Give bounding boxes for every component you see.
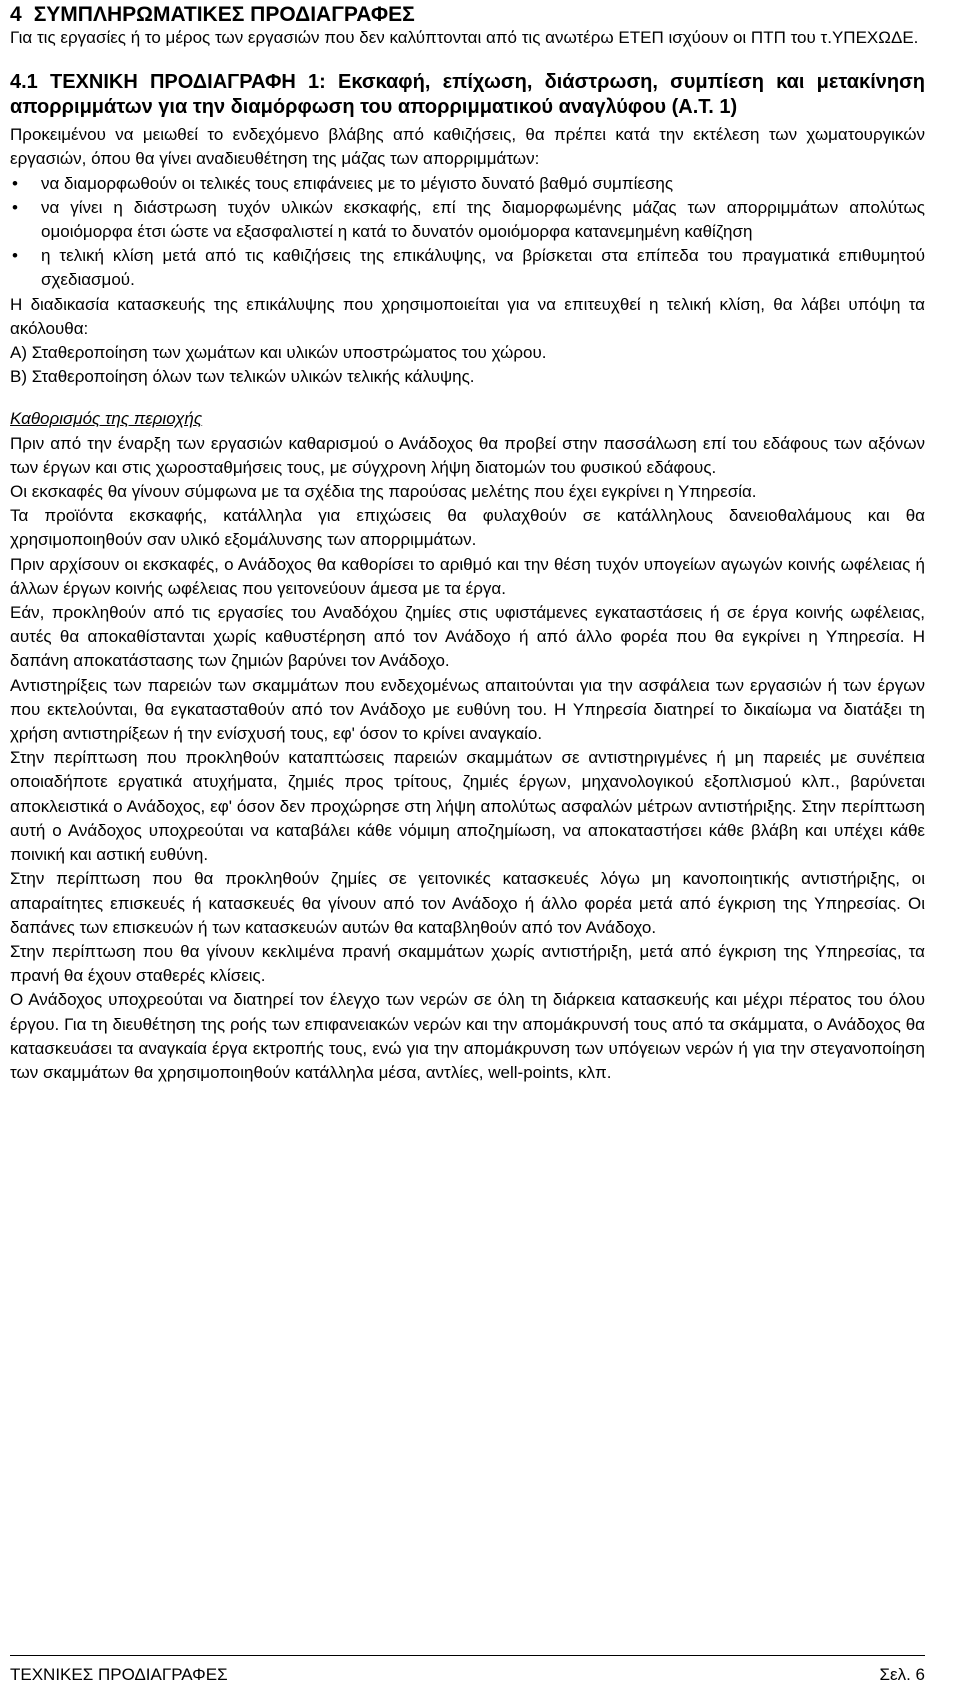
section-number: 4 bbox=[10, 3, 22, 26]
document-page bbox=[10, 0, 925, 1085]
section-intro: Για τις εργασίες ή το μέρος των εργασιών που δεν καλύπτονται από τις ανωτέρω ΕΤΕΠ ισχύουν οι ΠΤΠ του τ.ΥΠΕΧΩΔΕ. bbox=[10, 28, 919, 47]
paragraph: Τα προϊόντα εκσκαφής, κατάλληλα για επιχώσεις θα φυλαχθούν σε κατάλληλους δανειοθαλάμους και θα χρησιμοποιηθούν σαν υλικό εξομάλυνσης των απορριμμάτων. bbox=[10, 506, 925, 550]
section-heading bbox=[10, 0, 925, 26]
footer-title: ΤΕΧΝΙΚΕΣ ΠΡΟΔΙΑΓΡΑΦΕΣ bbox=[10, 1665, 228, 1684]
paragraph: Πριν αρχίσουν οι εκσκαφές, ο Ανάδοχος θα καθορίσει το αριθμό και την θέση τυχόν υπογείων αγωγών κοινής ωφέλειας ή άλλων έργων κοινής ωφέλειας που γειτονεύουν άμεσα με τα έργα. bbox=[10, 554, 925, 598]
bullet-list bbox=[10, 172, 925, 293]
page-number: Σελ. 6 bbox=[879, 1665, 925, 1684]
paragraph: Οι εκσκαφές θα γίνουν σύμφωνα με τα σχέδια της παρούσας μελέτης που έχει εγκρίνει η Υπηρεσία. bbox=[10, 482, 757, 502]
paragraph: Πριν από την έναρξη των εργασιών καθαρισμού ο Ανάδοχος θα προβεί στην πασσάλωση επί του εδάφους των αξόνων των έργων και στις χωροσταθμήσεις τους, με σύγχρονη λήψη διατομών του φυσικού εδάφους. bbox=[10, 433, 925, 477]
paragraph: Στην περίπτωση που θα προκληθούν ζημίες σε γειτονικές κατασκευές λόγω μη κανοποιητικής αντιστήριξης, οι απαραίτητες επισκευές ή κατασκευές θα γίνουν από τον Ανάδοχο ή άλλο φορέα μετά από έγκριση της Υπηρεσίας. Οι δαπάνες των επισκευών ή των κατασκευών αυτών θα καταβληθούν από τον Ανάδοχο. bbox=[10, 869, 925, 937]
subsection-title: 4.1 ΤΕΧΝΙΚΗ ΠΡΟΔΙΑΓΡΑΦΗ 1: Εκσκαφή, επίχωση, διάστρωση, συμπίεση και μετακίνηση απορριμμάτων για την διαμόρφωση του απορριμματικού αναγλύφου (Α.Τ. 1) bbox=[10, 71, 925, 119]
page-footer bbox=[10, 1655, 925, 1685]
section-title: ΣΥΜΠΛΗΡΩΜΑΤΙΚΕΣ ΠΡΟΔΙΑΓΡΑΦΕΣ bbox=[33, 3, 415, 26]
paragraph: Ο Ανάδοχος υποχρεούται να διατηρεί τον έλεγχο των νερών σε όλη τη διάρκεια κατασκευής και μέχρι πέρατος του όλου έργου. Για τη διευθέτηση της ροής των επιφανειακών νερών και την απομάκρυνσή τους από τα σκάμματα, ο Ανάδοχος θα κατασκευάσει τα αναγκαία έργα εκτροπής τους, ενώ για την απομάκρυνση των υπόγειων νερών ή για την στεγανοποίηση των σκαμμάτων θα χρησιμοποιηθούν κατάλληλα μέσα, αντλίες, well-points, κλπ. bbox=[10, 990, 925, 1082]
paragraph: Β) Σταθεροποίηση όλων των τελικών υλικών τελικής κάλυψης. bbox=[10, 367, 475, 387]
paragraph: Αντιστηρίξεις των παρειών των σκαμμάτων που ενδεχομένως απαιτούνται για την ασφάλεια των εργασιών ή των έργων που εκτελούνται, θα εγκατασταθούν από τον Ανάδοχο με ευθύνη του. Η Υπηρεσία διατηρεί το δικαίωμα να διατάξει τη χρήση αντιστηρίξεων ή την ενίσχυσή τους, εφ' όσον το κρίνει αναγκαίο. bbox=[10, 675, 925, 744]
paragraph: Η διαδικασία κατασκευής της επικάλυψης που χρησιμοποιείται για να επιτευχθεί η τελική κλίση, θα λάβει υπόψη τα ακόλουθα: bbox=[10, 294, 925, 338]
bullet-item: • να διαμορφωθούν οι τελικές τους επιφάνειες με το μέγιστο δυνατό βαθμό συμπίεσης bbox=[10, 172, 925, 196]
paragraph: Στην περίπτωση που θα γίνουν κεκλιμένα πρανή σκαμμάτων χωρίς αντιστήριξη, μετά από έγκριση της Υπηρεσίας, τα πρανή θα έχουν σταθερές κλίσεις. bbox=[10, 941, 925, 986]
bullet-item: • να γίνει η διάστρωση τυχόν υλικών εκσκαφής, επί της διαμορφωμένης μάζας των απορριμμάτων απολύτως ομοιόμορφα έτσι ώστε να εξασφαλιστεί η κατά το δυνατόν ομοιόμορφα κατανεμημένη καθίζηση bbox=[10, 196, 925, 244]
bullet-item: • η τελική κλίση μετά από τις καθιζήσεις της επικάλυψης, να βρίσκεται στα επίπεδα του πραγματικά επιθυμητού σχεδιασμού. bbox=[10, 244, 925, 292]
paragraph: Στην περίπτωση που προκληθούν καταπτώσεις παρειών σκαμμάτων σε αντιστηριγμένες ή μη παρειές με συνέπεια οποιαδήποτε εργατικά ατυχήματα, ζημιές προς τρίτους, ζημιές έργων, μηχανολογικού εξοπλισμού κλπ., βαρύνεται αποκλειστικά ο Ανάδοχος, εφ' όσον δεν προχώρησε στη λήψη απολύτως ασφαλών μέτρων αντιστήριξης. Στην περίπτωση αυτή ο Ανάδοχος υποχρεούται να καταβάλει κάθε νόμιμη αποζημίωση, να αποκαταστήσει κάθε βλάβη και υπέχει κάθε ποινική και αστική ευθύνη. bbox=[10, 748, 925, 865]
subsection-lead: Προκειμένου να μειωθεί το ενδεχόμενο βλάβης από καθιζήσεις, θα πρέπει κατά την εκτέλεση των χωματουργικών εργασιών, όπου θα γίνει αναδιευθέτηση της μάζας των απορριμμάτων: bbox=[10, 125, 925, 169]
paragraph: Εάν, προκληθούν από τις εργασίες του Αναδόχου ζημίες στις υφιστάμενες εγκαταστάσεις ή σε έργα κοινής ωφέλειας, αυτές θα αποκαθίστανται χωρίς καθυστέρηση από τον Ανάδοχο ή από άλλο φορέα που θα εγκρίνει η Υπηρεσία. Η δαπάνη αποκατάστασης των ζημιών βαρύνει τον Ανάδοχο. bbox=[10, 603, 925, 671]
area-heading: Καθορισμός της περιοχής bbox=[10, 409, 203, 429]
paragraph: Α) Σταθεροποίηση των χωμάτων και υλικών υποστρώματος του χώρου. bbox=[10, 343, 547, 363]
